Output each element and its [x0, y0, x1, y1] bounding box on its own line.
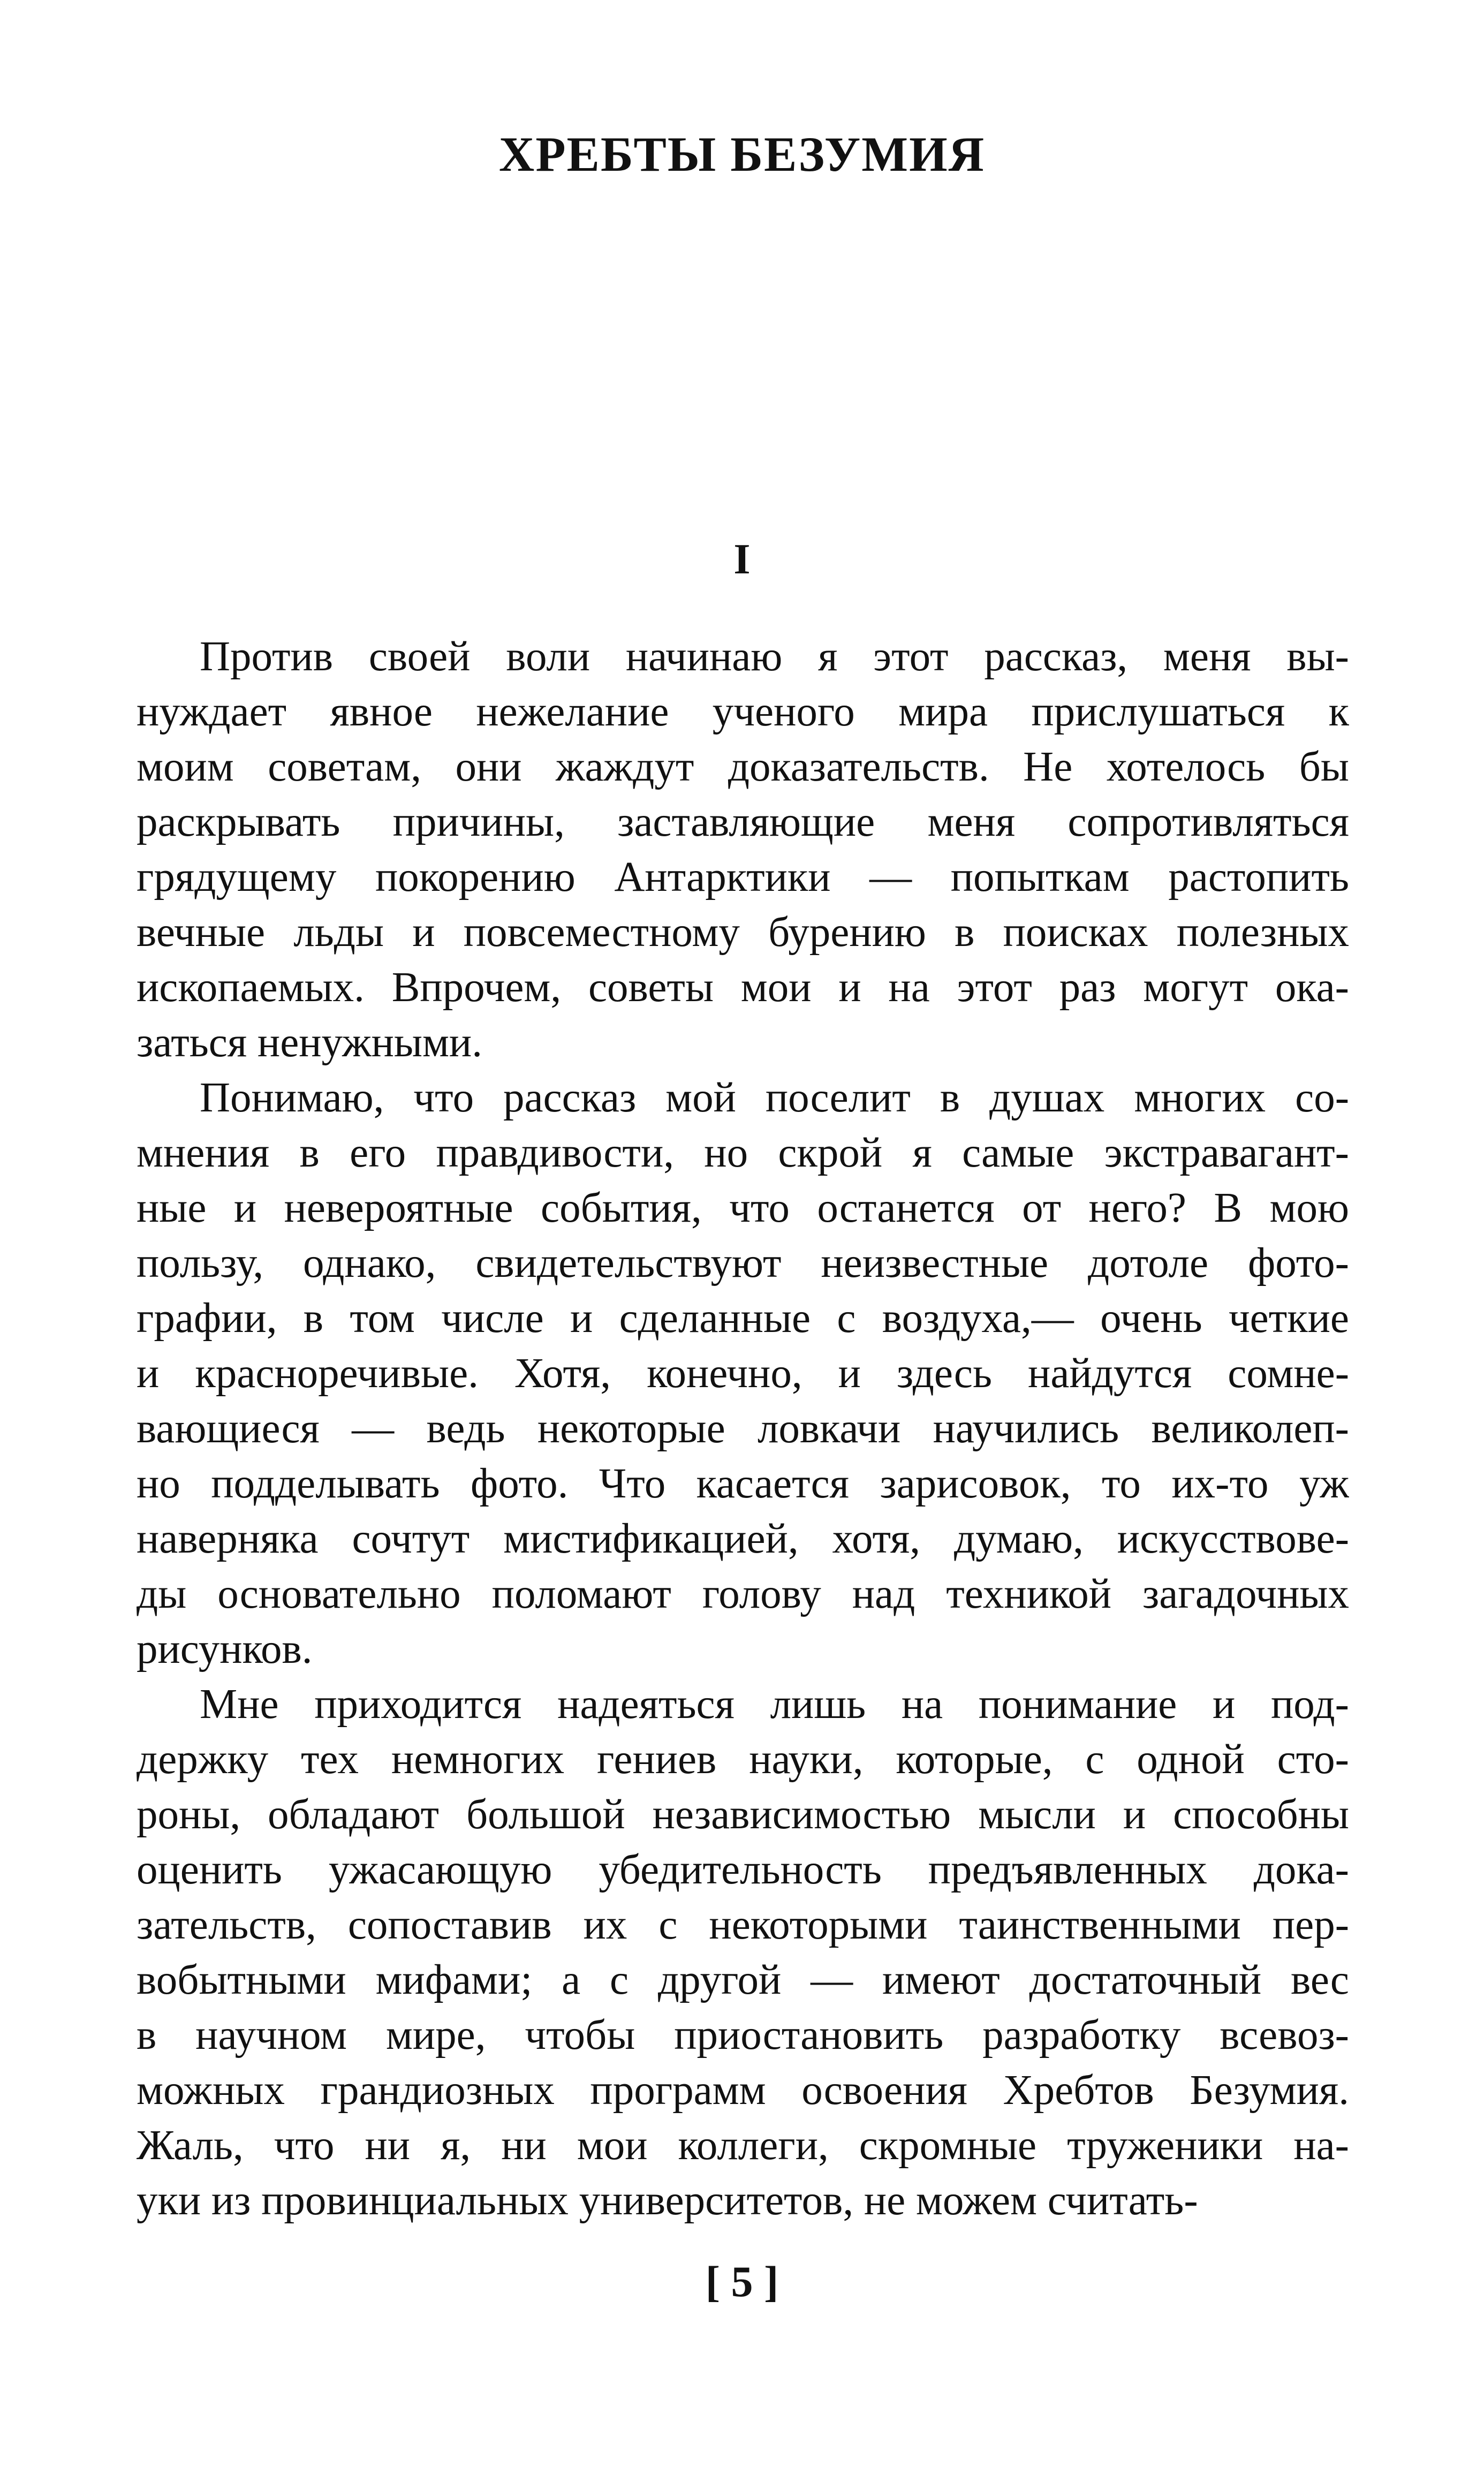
text-line: Жаль, что ни я, ни мои коллеги, скромные труженики на- [137, 2122, 1349, 2169]
text-line: мнения в его правдивости, но скрой я самые экстравагант- [137, 1130, 1349, 1176]
paragraph [137, 629, 1349, 1070]
paragraph [137, 1677, 1349, 2228]
text-line: ископаемых. Впрочем, советы мои и на этот раз могут ока- [137, 964, 1349, 1011]
text-line: заться ненужными. [137, 1019, 482, 1066]
text-line: раскрывать причины, заставляющие меня сопротивляться [137, 799, 1349, 845]
text-line: оценить ужасающую убедительность предъявленных дока- [137, 1846, 1349, 1893]
text-line: ные и невероятные события, что останется от него? В мою [137, 1185, 1349, 1231]
text-line: рисунков. [137, 1626, 313, 1672]
text-line: пользу, однако, свидетельствуют неизвестные дотоле фото- [137, 1240, 1349, 1286]
chapter-number: I [733, 536, 751, 583]
text-line: зательств, сопоставив их с некоторыми таинственными пер- [137, 1902, 1349, 1948]
text-line: можных грандиозных программ освоения Хребтов Безумия. [137, 2067, 1349, 2114]
text-line: держку тех немногих гениев науки, которые, с одной сто- [137, 1736, 1349, 1783]
text-line: Понимаю, что рассказ мой поселит в душах многих со- [200, 1074, 1349, 1121]
text-line: наверняка сочтут мистификацией, хотя, думаю, искусствове- [137, 1516, 1349, 1562]
text-line: но подделывать фото. Что касается зарисовок, то их-то уж [137, 1460, 1349, 1507]
chapter-body-text [137, 629, 1349, 2228]
text-line: нуждает явное нежелание ученого мира прислушаться к [137, 688, 1349, 735]
text-line: вающиеся — ведь некоторые ловкачи научились великолеп- [137, 1405, 1349, 1452]
page-number: [ 5 ] [705, 2257, 779, 2306]
text-line: роны, обладают большой независимостью мысли и способны [137, 1791, 1349, 1838]
book-title: ХРЕБТЫ БЕЗУМИЯ [498, 127, 986, 181]
text-line: Мне приходится надеяться лишь на понимание и под- [200, 1681, 1349, 1728]
text-line: уки из провинциальных университетов, не можем считать- [137, 2177, 1198, 2224]
text-line: графии, в том числе и сделанные с воздуха,— очень четкие [137, 1295, 1349, 1342]
paragraph [137, 1070, 1349, 1677]
text-line: вобытными мифами; а с другой — имеют достаточный вес [137, 1957, 1349, 2003]
text-line: моим советам, они жаждут доказательств. Не хотелось бы [137, 744, 1349, 790]
text-line: вечные льды и повсеместному бурению в поисках полезных [137, 909, 1349, 956]
text-line: и красноречивые. Хотя, конечно, и здесь найдутся сомне- [137, 1350, 1349, 1397]
text-line: грядущему покорению Антарктики — попыткам растопить [137, 854, 1349, 900]
text-line: в научном мире, чтобы приостановить разработку всевоз- [137, 2012, 1349, 2058]
text-line: ды основательно поломают голову над техникой загадочных [137, 1571, 1349, 1617]
text-line: Против своей воли начинаю я этот рассказ, меня вы- [200, 633, 1349, 680]
